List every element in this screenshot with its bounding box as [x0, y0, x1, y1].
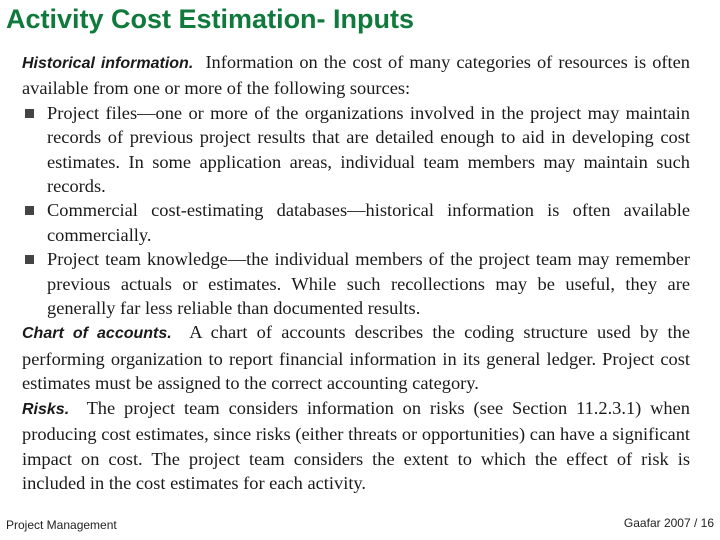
square-bullet-icon [25, 206, 34, 215]
list-item-text: Project team knowledge—the individual members of the project team may remember previous actuals or estimates. While such recollections may be useful, they are generally far less reliable than documented results. [47, 249, 690, 319]
risks-paragraph [22, 396, 690, 496]
list-item [22, 101, 690, 199]
list-item [22, 247, 690, 320]
chart-of-accounts-paragraph [22, 320, 690, 395]
footer-course-label: Project Management [6, 518, 117, 532]
historical-information-paragraph [22, 50, 690, 101]
list-item [22, 198, 690, 247]
historical-information-text: Information on the cost of many categories of resources is often available from one or more of the following sources: [22, 52, 691, 99]
square-bullet-icon [25, 255, 34, 264]
slide-title: Activity Cost Estimation- Inputs [6, 4, 415, 34]
risks-heading: Risks. [22, 400, 70, 418]
list-item-text: Project files—one or more of the organizations involved in the project may maintain records of previous project results that are detailed enough to aid in developing cost estimates. In some application areas, individual team members may maintain such records. [47, 102, 690, 197]
square-bullet-icon [25, 109, 34, 118]
historical-sources-list [22, 101, 690, 321]
list-item-text: Commercial cost-estimating databases—historical information is often available commercially. [47, 200, 690, 245]
slide-content [22, 50, 690, 495]
historical-information-heading: Historical information. [22, 55, 194, 72]
chart-of-accounts-text: A chart of accounts describes the coding structure used by the performing organization to report financial information in its general ledger. Project cost estimates must be assigned to the correct accounting category. [22, 322, 691, 394]
chart-of-accounts-heading: Chart of accounts. [22, 325, 172, 343]
footer-page-label: Gaafar 2007 / 16 [623, 516, 714, 530]
risks-text: The project team considers information on risks (see Section 11.2.3.1) when producing cost estimates, since risks (either threats or opportunities) can have a significant impact on cost. The project team considers the extent to which the effect of risk is included in the cost estimates for each activity. [22, 397, 690, 493]
